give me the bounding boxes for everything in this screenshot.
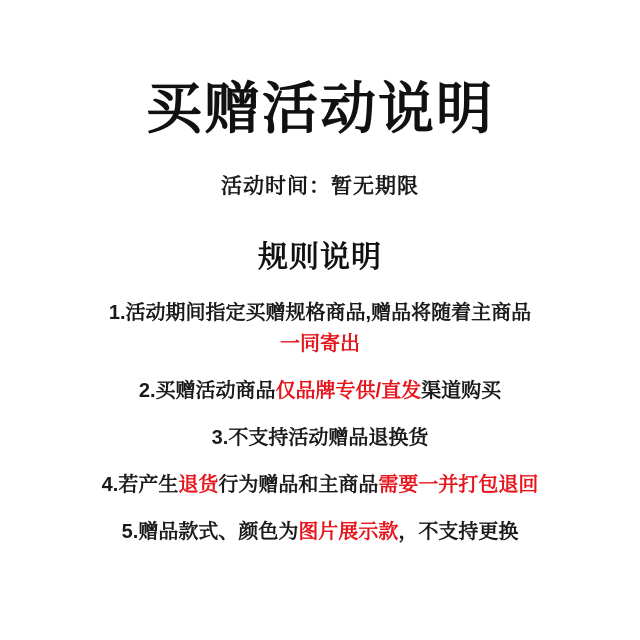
activity-period-text: 活动时间：暂无期限: [221, 174, 419, 198]
rule-text: 4.若产生: [101, 473, 179, 496]
rule-item: [122, 519, 519, 546]
rule-text: ，不支持更换: [398, 520, 519, 543]
rule-highlight-text: 一同寄出: [280, 332, 360, 355]
rule-item: [109, 300, 531, 358]
rules-list: [0, 300, 640, 566]
rules-section-title: 规则说明: [258, 240, 382, 274]
rule-item: [102, 472, 539, 499]
rule-highlight-text: 仅品牌专供/直发: [275, 379, 422, 402]
rule-highlight-text: 需要一并打包退回: [378, 473, 539, 496]
rule-highlight-text: 图片展示款: [298, 520, 399, 543]
rule-text: 渠道购买: [421, 379, 502, 402]
rule-text: 1.活动期间指定买赠规格商品,赠品将随着主商品: [108, 301, 532, 324]
rule-text: 3.不支持活动赠品退换货: [211, 426, 429, 449]
rule-highlight-text: 退货: [178, 473, 219, 496]
rule-item: [212, 425, 429, 452]
rule-text: 行为赠品和主商品: [218, 473, 379, 496]
page-title: 买赠活动说明: [146, 77, 494, 140]
rule-item: [139, 378, 501, 405]
rule-text: 2.买赠活动商品: [138, 379, 276, 402]
rule-text: 5.赠品款式、颜色为: [121, 520, 299, 543]
